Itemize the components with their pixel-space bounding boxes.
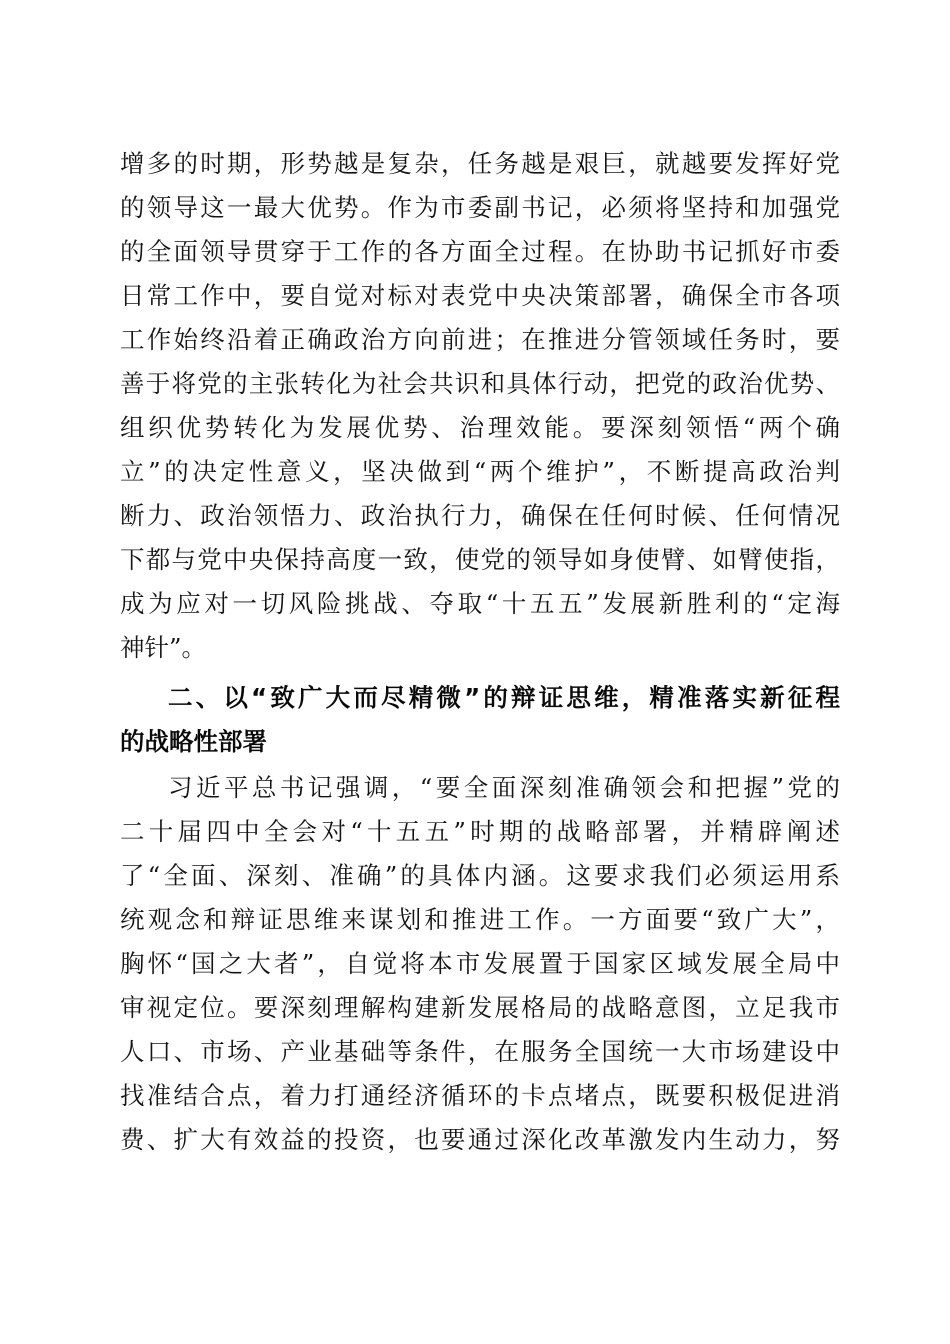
paragraph-1-line-12: 神针”。 bbox=[120, 633, 207, 662]
paragraph-2-line-2: 二十届四中全会对“十五五”时期的战略部署，并精辟阐述 bbox=[120, 817, 840, 846]
paragraph-1-line-4: 日常工作中，要自觉对标对表党中央决策部署，确保全市各项 bbox=[120, 281, 840, 310]
paragraph-2-line-6: 审视定位。要深刻理解构建新发展格局的战略意图，立足我市 bbox=[120, 993, 840, 1022]
paragraph-1-line-10: 下都与党中央保持高度一致，使党的领导如身使臂、如臂使指， bbox=[120, 545, 840, 574]
paragraph-2-line-4: 统观念和辩证思维来谋划和推进工作。一方面要“致广大”， bbox=[120, 905, 840, 934]
paragraph-2-line-1: 习近平总书记强调，“要全面深刻准确领会和把握”党的 bbox=[168, 773, 840, 802]
paragraph-1-line-2: 的领导这一最大优势。作为市委副书记，必须将坚持和加强党 bbox=[120, 193, 840, 222]
paragraph-1-line-1: 增多的时期，形势越是复杂，任务越是艰巨，就越要发挥好党 bbox=[120, 149, 840, 178]
paragraph-2-line-9: 费、扩大有效益的投资，也要通过深化改革激发内生动力，努 bbox=[120, 1125, 840, 1154]
paragraph-1-line-3: 的全面领导贯穿于工作的各方面全过程。在协助书记抓好市委 bbox=[120, 237, 840, 266]
section-heading-line-2: 的战略性部署 bbox=[120, 727, 267, 756]
paragraph-1-line-5: 工作始终沿着正确政治方向前进；在推进分管领域任务时，要 bbox=[120, 325, 840, 354]
paragraph-2-line-3: 了“全面、深刻、准确”的具体内涵。这要求我们必须运用系 bbox=[120, 861, 840, 890]
paragraph-2-line-8: 找准结合点，着力打通经济循环的卡点堵点，既要积极促进消 bbox=[120, 1081, 840, 1110]
paragraph-1-line-6: 善于将党的主张转化为社会共识和具体行动，把党的政治优势、 bbox=[120, 369, 840, 398]
paragraph-1-line-9: 断力、政治领悟力、政治执行力，确保在任何时候、任何情况 bbox=[120, 501, 840, 530]
paragraph-1-line-11: 成为应对一切风险挑战、夺取“十五五”发展新胜利的“定海 bbox=[120, 589, 840, 618]
section-heading-line-1: 二、以“致广大而尽精微”的辩证思维，精准落实新征程 bbox=[168, 683, 840, 712]
paragraph-2-line-5: 胸怀“国之大者”，自觉将本市发展置于国家区域发展全局中 bbox=[120, 949, 840, 978]
paragraph-1-line-8: 立”的决定性意义，坚决做到“两个维护”，不断提高政治判 bbox=[120, 457, 840, 486]
paragraph-2-line-7: 人口、市场、产业基础等条件，在服务全国统一大市场建设中 bbox=[120, 1037, 840, 1066]
paragraph-1-line-7: 组织优势转化为发展优势、治理效能。要深刻领悟“两个确 bbox=[120, 413, 840, 442]
